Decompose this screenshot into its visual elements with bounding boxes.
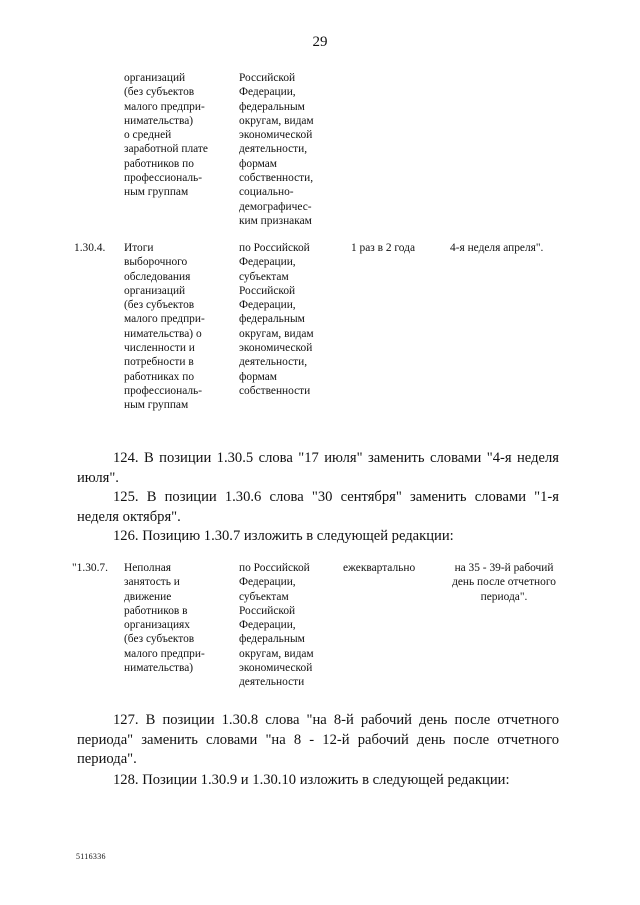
position-code: 1.30.4.: [74, 242, 106, 254]
continued-indicator-name: организаций (без субъектов малого предпри- нимательства) о средней заработной плате работников по профессиональ- ным группам: [124, 72, 208, 199]
indicator-name: Итоги выборочного обследования организаций (без субъектов малого предпри- нимательства) о численности и потребности в работниках по профессиональ- ным группам: [124, 242, 205, 412]
paragraph-124: 124. В позиции 1.30.5 слова "17 июля" заменить словами "4-я неделя июля".: [77, 450, 559, 486]
breakdown-level: по Российской Федерации, субъектам Российской Федерации, федеральным округам, видам экономической деятельности: [239, 562, 314, 689]
paragraph-126: 126. Позицию 1.30.7 изложить в следующей редакции:: [113, 528, 454, 544]
position-code: "1.30.7.: [72, 562, 108, 574]
paragraph-127: 127. В позиции 1.30.8 слова "на 8-й рабочий день после отчетного периода" заменить словами "на 8 - 12-й рабочий день после отчетного периода".: [77, 712, 559, 768]
page-number: 29: [312, 34, 328, 50]
frequency: ежеквартально: [343, 562, 416, 574]
deadline: на 35 - 39-й рабочий день после отчетного периода".: [452, 562, 556, 603]
document-code: 5116336: [76, 852, 106, 861]
deadline: 4-я неделя апреля".: [450, 242, 544, 254]
frequency: 1 раз в 2 года: [351, 242, 416, 254]
paragraph-128: 128. Позиции 1.30.9 и 1.30.10 изложить в следующей редакции:: [113, 772, 510, 788]
indicator-name: Неполная занятость и движение работников в организациях (без субъектов малого предпри- нимательства): [124, 562, 205, 675]
continued-breakdown-level: Российской Федерации, федеральным округам, видам экономической деятельности, формам собственности, социально- демографичес- ким признакам: [239, 72, 314, 227]
breakdown-level: по Российской Федерации, субъектам Российской Федерации, федеральным округам, видам экономической деятельности, формам собственности: [239, 242, 314, 397]
paragraph-125: 125. В позиции 1.30.6 слова "30 сентября" заменить словами "1-я неделя октября".: [77, 489, 559, 525]
